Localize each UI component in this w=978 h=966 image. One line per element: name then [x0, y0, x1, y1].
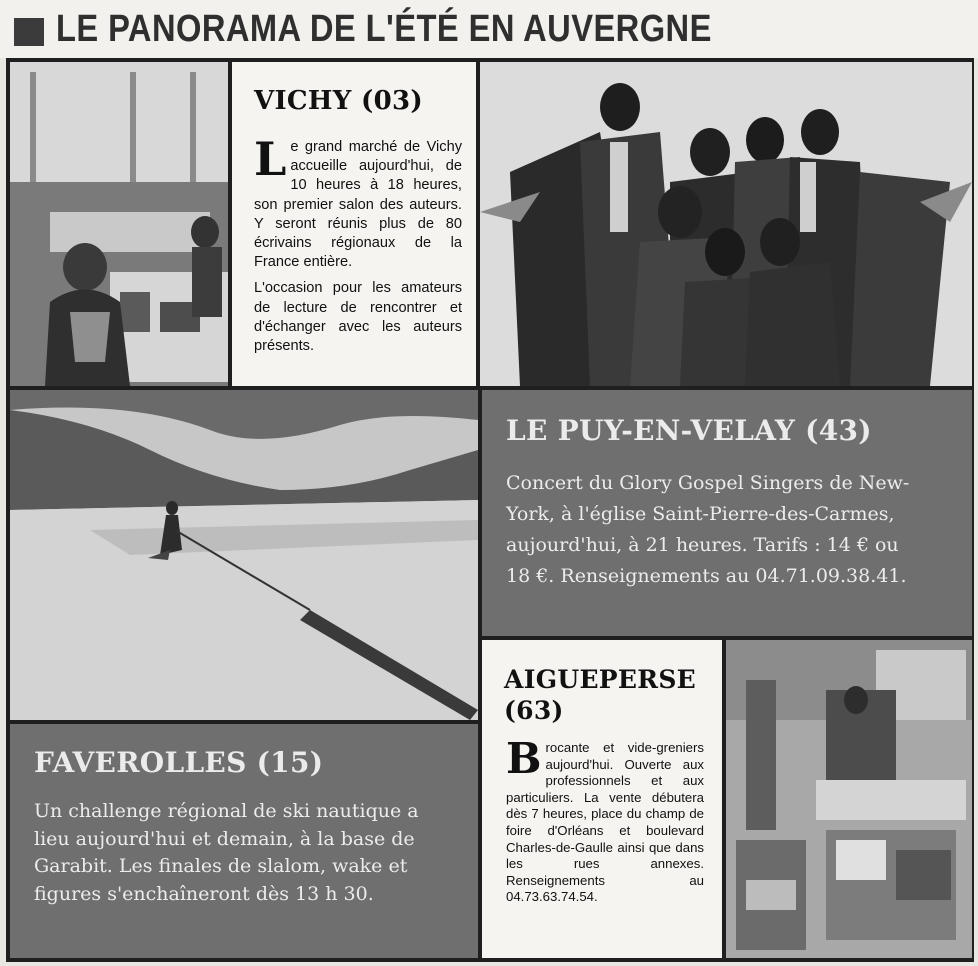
faverolles-body: Un challenge régional de ski nautique a lieu aujourd'hui et demain, à la base de Garabit. Les finales de slalom, wake et figures s'enchaîneront dès 13 h 30. — [34, 800, 419, 905]
flea-market-photo — [726, 640, 972, 958]
vichy-heading: VICHY (03) — [254, 86, 423, 116]
banner — [0, 0, 978, 58]
aigueperse-heading: AIGUEPERSE (63) — [504, 665, 697, 725]
page-title: LE PANORAMA DE L'ÉTÉ EN AUVERGNE — [56, 8, 712, 50]
le-puy-body: Concert du Glory Gospel Singers de New-York, à l'église Saint-Pierre-des-Carmes, aujourd'hui, à 21 heures. Tarifs : 14 € ou 18 €. Renseignements au 04.71.09.38.41. — [506, 472, 910, 587]
aigueperse-dropcap: B — [506, 734, 542, 783]
vichy-paragraph-2: L'occasion pour les amateurs de lecture de rencontrer et d'échanger avec les auteurs présents. — [254, 280, 462, 355]
faverolles-heading: FAVEROLLES (15) — [34, 746, 324, 779]
banner-square — [14, 18, 44, 46]
le-puy-heading: LE PUY-EN-VELAY (43) — [506, 414, 872, 447]
aigueperse-paragraph: rocante et vide-greniers aujourd'hui. Ouverte aux professionnels et aux particuliers. La vente débutera dès 7 heures, place du champ de foire d'Orléans et boulevard Charles-de-Gaulle ainsi que dans les rues annexes. Renseignements au 04.73.63.74.54. — [506, 740, 704, 905]
aigueperse-article — [482, 640, 722, 958]
water-ski-photo — [10, 390, 478, 720]
faverolles-article — [10, 724, 478, 958]
vichy-article — [232, 62, 476, 386]
vichy-market-photo — [10, 62, 228, 386]
aigueperse-body — [506, 734, 704, 906]
vichy-paragraph-1: e grand marché de Vichy accueille aujourd'hui, de 10 heures à 18 heures, son premier salon des auteurs. Y seront réunis plus de 80 écrivains régionaux de la France entière. — [254, 139, 462, 271]
vichy-body — [254, 132, 462, 363]
vichy-dropcap: L — [254, 132, 287, 186]
le-puy-article — [482, 390, 972, 636]
gospel-singers-photo — [480, 62, 972, 386]
